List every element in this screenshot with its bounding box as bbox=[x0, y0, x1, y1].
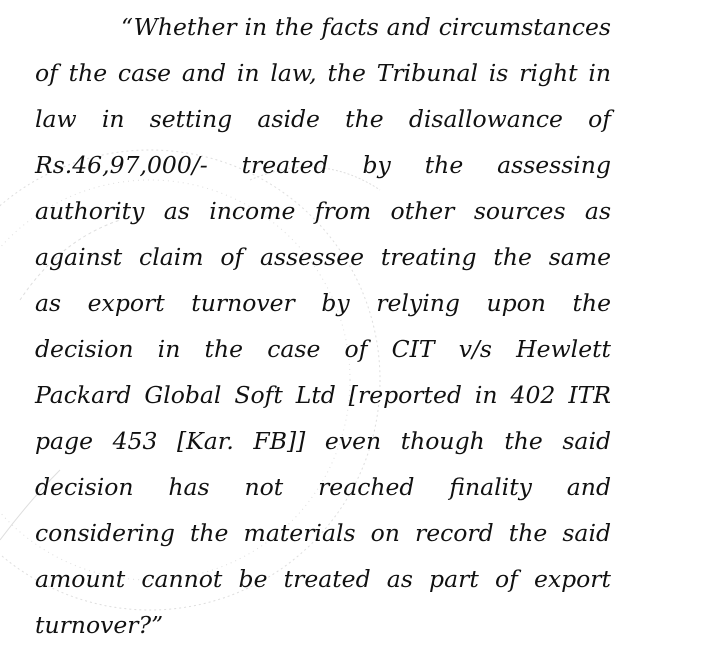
paragraph-line: against claim of assessee treating the same bbox=[35, 243, 611, 271]
paragraph-line: law in setting aside the disallowance of bbox=[35, 105, 611, 133]
paragraph-line: authority as income from other sources as bbox=[35, 197, 611, 225]
paragraph-line: considering the materials on record the said bbox=[35, 519, 611, 547]
paragraph-line: Rs.46,97,000/- treated by the assessing bbox=[35, 151, 611, 179]
paragraph-line: Packard Global Soft Ltd [reported in 402 ITR bbox=[35, 381, 611, 409]
paragraph-line: page 453 [Kar. FB]] even though the said bbox=[35, 427, 611, 455]
paragraph-line: of the case and in law, the Tribunal is right in bbox=[35, 59, 611, 87]
paragraph-line: amount cannot be treated as part of export bbox=[35, 565, 611, 593]
paragraph-line: decision has not reached finality and bbox=[35, 473, 611, 501]
paragraph-line: “Whether in the facts and circumstances bbox=[121, 13, 611, 41]
quoted-question-paragraph bbox=[35, 9, 611, 652]
paragraph-line: turnover?” bbox=[35, 611, 164, 639]
paragraph-line: as export turnover by relying upon the bbox=[35, 289, 611, 317]
paragraph-line: decision in the case of CIT v/s Hewlett bbox=[35, 335, 611, 363]
